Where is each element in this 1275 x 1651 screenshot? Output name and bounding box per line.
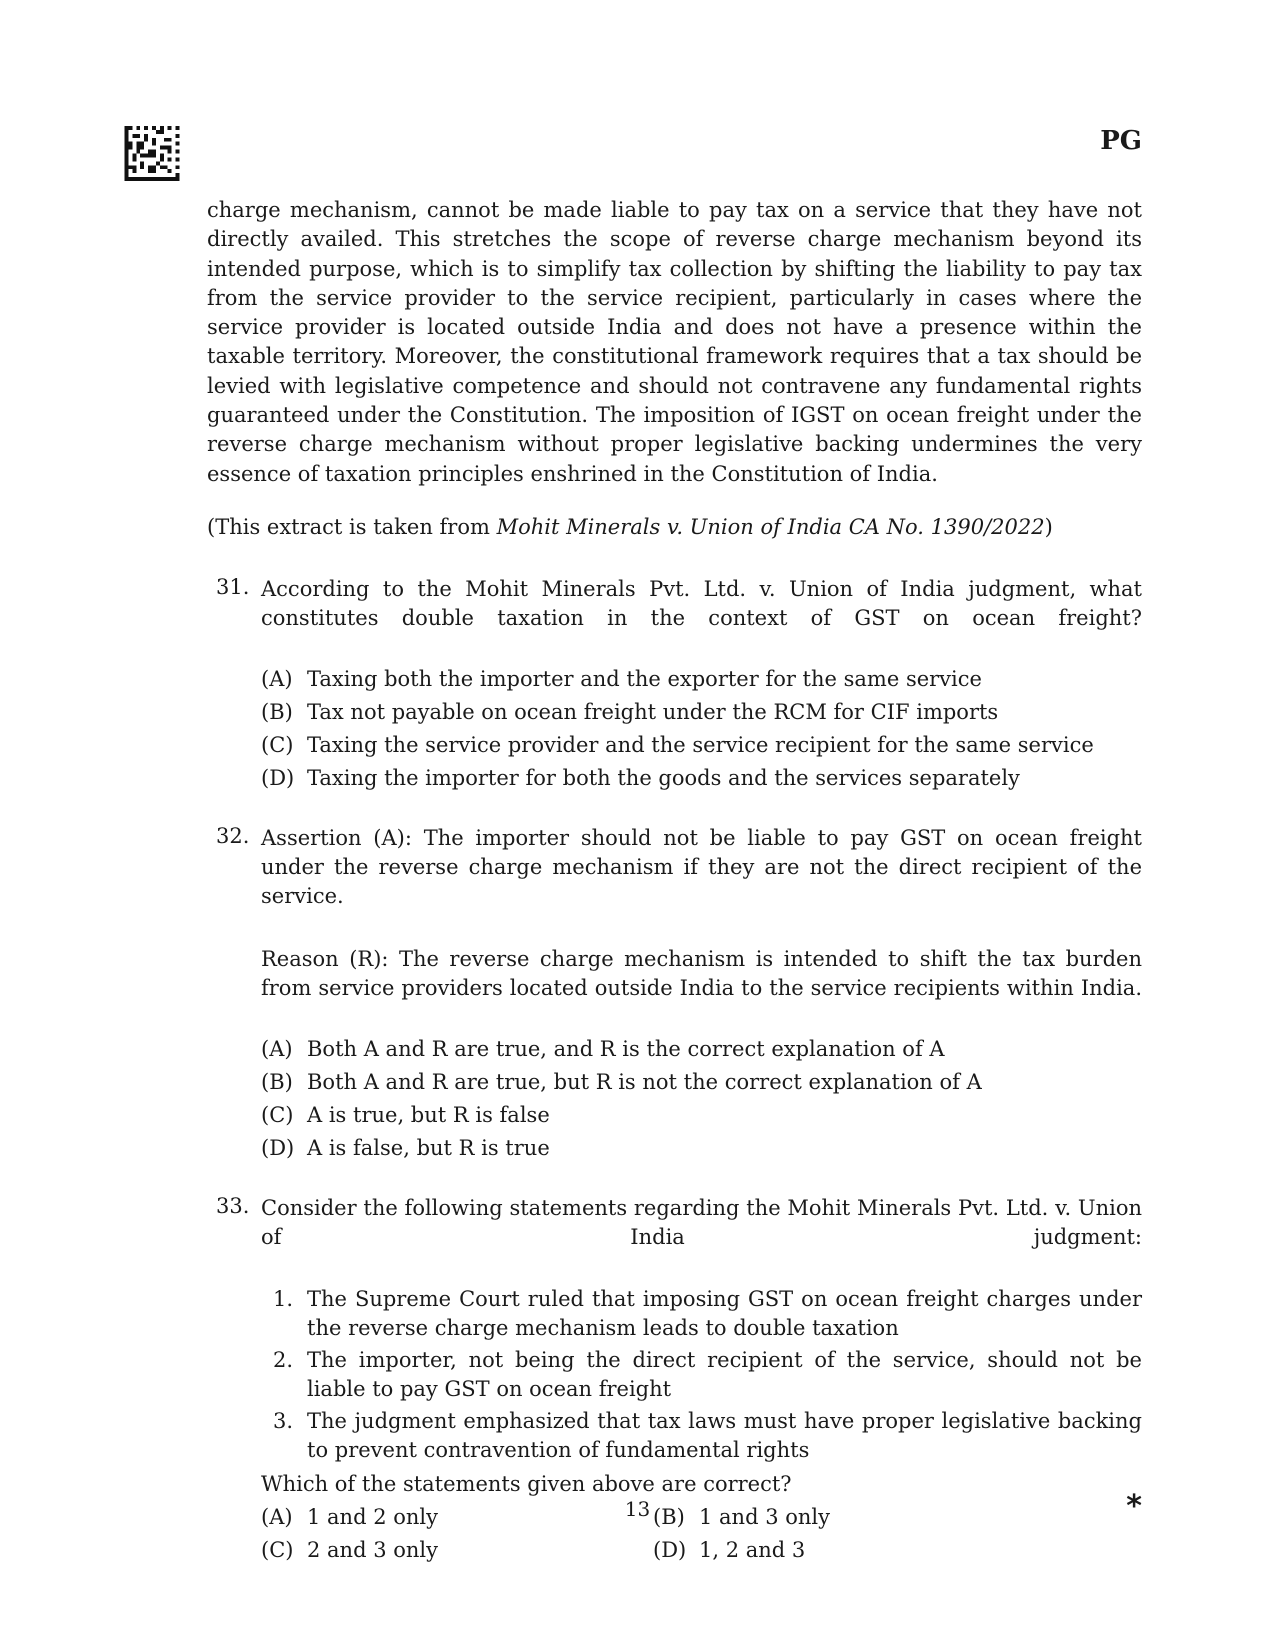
question-stem: Consider the following statements regarding the Mohit Minerals Pvt. Ltd. v. Union of India judgment: [261, 1195, 1142, 1249]
option-text: 1 and 3 only [699, 1504, 830, 1529]
option-label: (B) [653, 1504, 685, 1529]
option-text: Both A and R are true, but R is not the correct explanation of A [307, 1069, 982, 1094]
passage-text: charge mechanism, cannot be made liable to pay tax on a service that they have not directly availed. This stretches the scope of reverse charge mechanism beyond its intended purpose, which is to simplify tax collection by shifting the liability to pay tax from the service provider to the service recipient, particularly in cases where the service provider is located outside India and does not have a presence within the taxable territory. Moreover, the constitutional framework requires that a tax should be levied with legislative competence and should not contravene any fundamental rights guaranteed under the Constitution. The imposition of IGST on ocean freight under the reverse charge mechanism without proper legislative backing undermines the very essence of taxation principles enshrined in the Constitution of India. [207, 198, 1142, 486]
option-b[interactable] [261, 1066, 1142, 1099]
statement-1 [261, 1285, 1142, 1343]
statement-label: 3. [273, 1408, 294, 1433]
statement-label: 1. [273, 1286, 294, 1311]
option-label: (D) [653, 1537, 687, 1562]
option-a[interactable] [261, 1033, 1142, 1066]
question-prompt: Which of the statements given above are correct? [261, 1471, 792, 1496]
option-d[interactable] [261, 762, 1142, 795]
option-label: (B) [261, 1069, 293, 1094]
option-label: (D) [261, 1135, 295, 1160]
option-label: (D) [261, 765, 295, 790]
page-content [207, 196, 1142, 1567]
statement-label: 2. [273, 1347, 294, 1372]
option-a[interactable] [261, 663, 1142, 696]
footer-star-mark: * [1126, 1489, 1142, 1524]
question-31 [207, 575, 1142, 795]
assertion-text: Assertion (A): The importer should not be liable to pay GST on ocean freight under the reverse charge mechanism if they are not the direct recipient of the service. [261, 825, 1142, 908]
option-text: Tax not payable on ocean freight under the RCM for CIF imports [307, 699, 999, 724]
option-label: (A) [261, 1504, 293, 1529]
option-label: (A) [261, 666, 293, 691]
option-d[interactable] [653, 1534, 1142, 1567]
reason-text: Reason (R): The reverse charge mechanism is intended to shift the tax burden from service providers located outside India to the service recipients within India. [261, 946, 1142, 1000]
question-32 [207, 824, 1142, 1165]
option-text: 1 and 2 only [307, 1504, 438, 1529]
option-c[interactable] [261, 729, 1142, 762]
question-number: 31. [216, 574, 250, 599]
option-text: Both A and R are true, and R is the correct explanation of A [307, 1036, 945, 1061]
passage-source [207, 512, 1142, 542]
statement-text: The judgment emphasized that tax laws must have proper legislative backing to prevent contravention of fundamental rights [307, 1408, 1142, 1462]
paper-code: PG [1100, 126, 1142, 156]
statement-2 [261, 1346, 1142, 1404]
page-number: 13 [624, 1497, 651, 1521]
source-title: Mohit Minerals v. Union of India CA No. 1390/2022 [496, 514, 1045, 539]
source-suffix: ) [1044, 514, 1053, 539]
option-label: (C) [261, 1537, 294, 1562]
source-prefix: (This extract is taken from [207, 514, 497, 539]
option-text: A is false, but R is true [307, 1135, 550, 1160]
option-label: (C) [261, 732, 294, 757]
option-b[interactable] [261, 696, 1142, 729]
question-stem: According to the Mohit Minerals Pvt. Ltd. v. Union of India judgment, what constitutes double taxation in the context of GST on ocean freight? [261, 576, 1142, 630]
option-text: A is true, but R is false [307, 1102, 550, 1127]
option-label: (A) [261, 1036, 293, 1061]
option-d[interactable] [261, 1132, 1142, 1165]
option-label: (B) [261, 699, 293, 724]
statement-text: The importer, not being the direct recipient of the service, should not be liable to pay GST on ocean freight [307, 1347, 1142, 1401]
option-text: Taxing the importer for both the goods and the services separately [307, 765, 1020, 790]
option-c[interactable] [261, 1534, 653, 1567]
option-text: 1, 2 and 3 [699, 1537, 806, 1562]
statement-text: The Supreme Court ruled that imposing GST on ocean freight charges under the reverse charge mechanism leads to double taxation [307, 1286, 1142, 1340]
option-text: Taxing the service provider and the service recipient for the same service [307, 732, 1094, 757]
datamatrix-code-icon [124, 126, 180, 181]
option-c[interactable] [261, 1099, 1142, 1132]
statement-3 [261, 1407, 1142, 1465]
question-number: 32. [216, 823, 250, 848]
option-text: 2 and 3 only [307, 1537, 438, 1562]
option-label: (C) [261, 1102, 294, 1127]
option-text: Taxing both the importer and the exporter for the same service [307, 666, 982, 691]
question-number: 33. [216, 1193, 250, 1218]
